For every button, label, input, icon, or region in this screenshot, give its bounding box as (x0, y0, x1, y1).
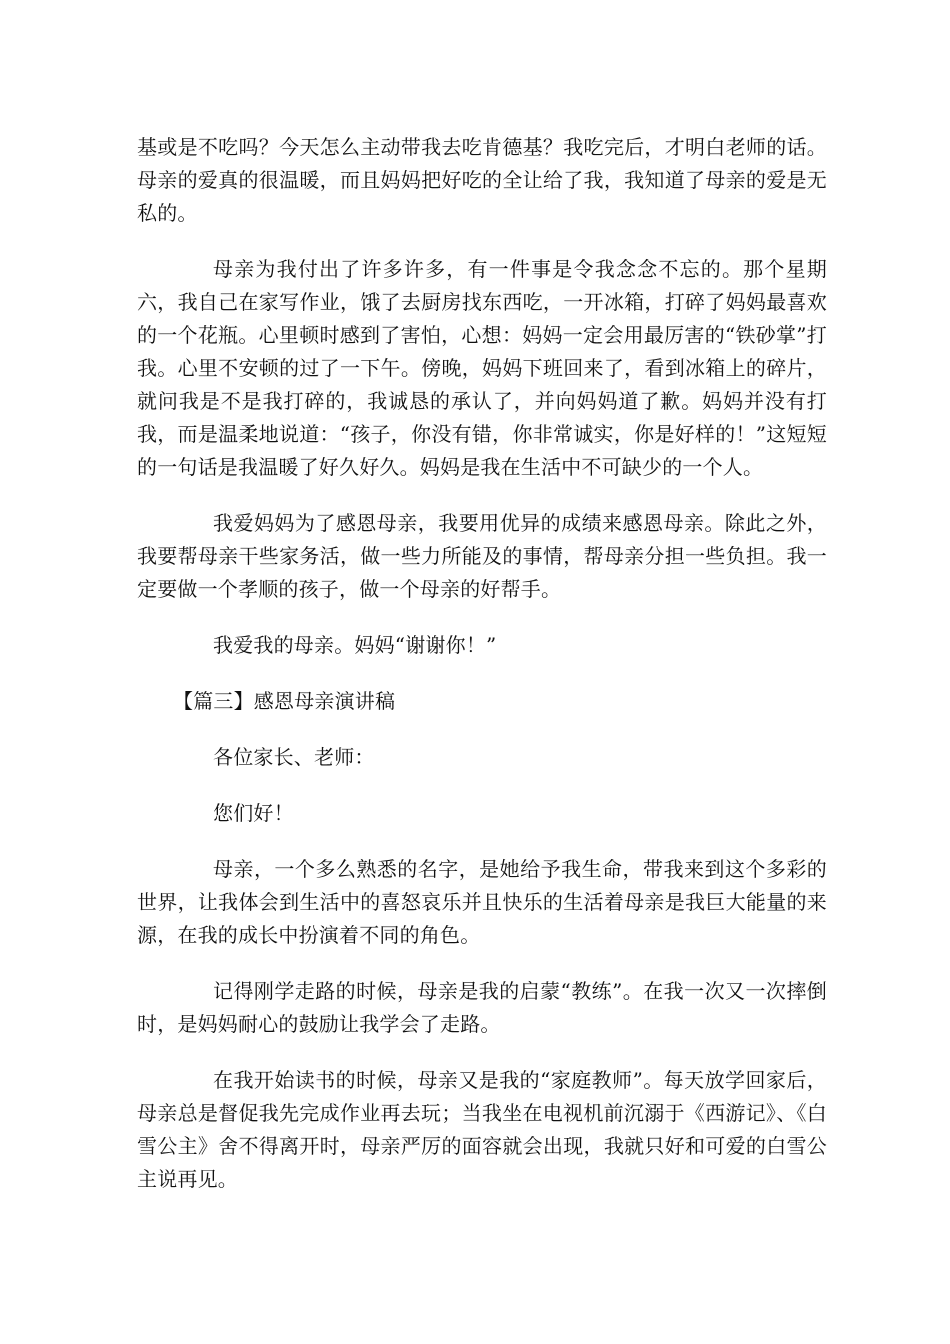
section-title: 【篇三】感恩母亲演讲稿 (173, 689, 396, 713)
speech-paragraph-walking: 记得刚学走路的时候，母亲是我的启蒙“教练”。在我一次又一次摔倒时，是妈妈耐心的鼓励让我学会了走路。 (137, 979, 827, 1036)
paragraph-thanks: 我爱我的母亲。妈妈“谢谢你！” (213, 633, 497, 657)
speech-greeting: 您们好！ (213, 801, 294, 825)
paragraph-continued: 基或是不吃吗？今天怎么主动带我去吃肯德基？我吃完后，才明白老师的话。母亲的爱真的很温暖，而且妈妈把好吃的全让给了我，我知道了母亲的爱是无私的。 (137, 135, 827, 225)
document-body (137, 131, 827, 1219)
speech-salutation: 各位家长、老师： (213, 745, 375, 769)
speech-paragraph-mother: 母亲，一个多么熟悉的名字，是她给予我生命，带我来到这个多彩的世界，让我体会到生活中的喜怒哀乐并且快乐的生活着母亲是我巨大能量的来源，在我的成长中扮演着不同的角色。 (137, 857, 827, 947)
paragraph-gratitude-plan: 我爱妈妈为了感恩母亲，我要用优异的成绩来感恩母亲。除此之外，我要帮母亲干些家务活，做一些力所能及的事情，帮母亲分担一些负担。我一定要做一个孝顺的孩子，做一个母亲的好帮手。 (137, 511, 827, 601)
paragraph-broken-vase: 母亲为我付出了许多许多，有一件事是令我念念不忘的。那个星期六，我自己在家写作业，饿了去厨房找东西吃，一开冰箱，打碎了妈妈最喜欢的一个花瓶。心里顿时感到了害怕，心想：妈妈一定会用最厉害的“铁砂掌”打我。心里不安顿的过了一下午。傍晚，妈妈下班回来了，看到冰箱上的碎片，就问我是不是我打碎的，我诚恳的承认了，并向妈妈道了歉。妈妈并没有打我，而是温柔地说道：“孩子，你没有错，你非常诚实，你是好样的！”这短短的一句话是我温暖了好久好久。妈妈是我在生活中不可缺少的一个人。 (137, 257, 827, 479)
speech-paragraph-study: 在我开始读书的时候，母亲又是我的“家庭教师”。每天放学回家后，母亲总是督促我先完成作业再去玩；当我坐在电视机前沉溺于《西游记》、《白雪公主》舍不得离开时，母亲严厉的面容就会出现，我就只好和可爱的白雪公主说再见。 (137, 1068, 827, 1191)
